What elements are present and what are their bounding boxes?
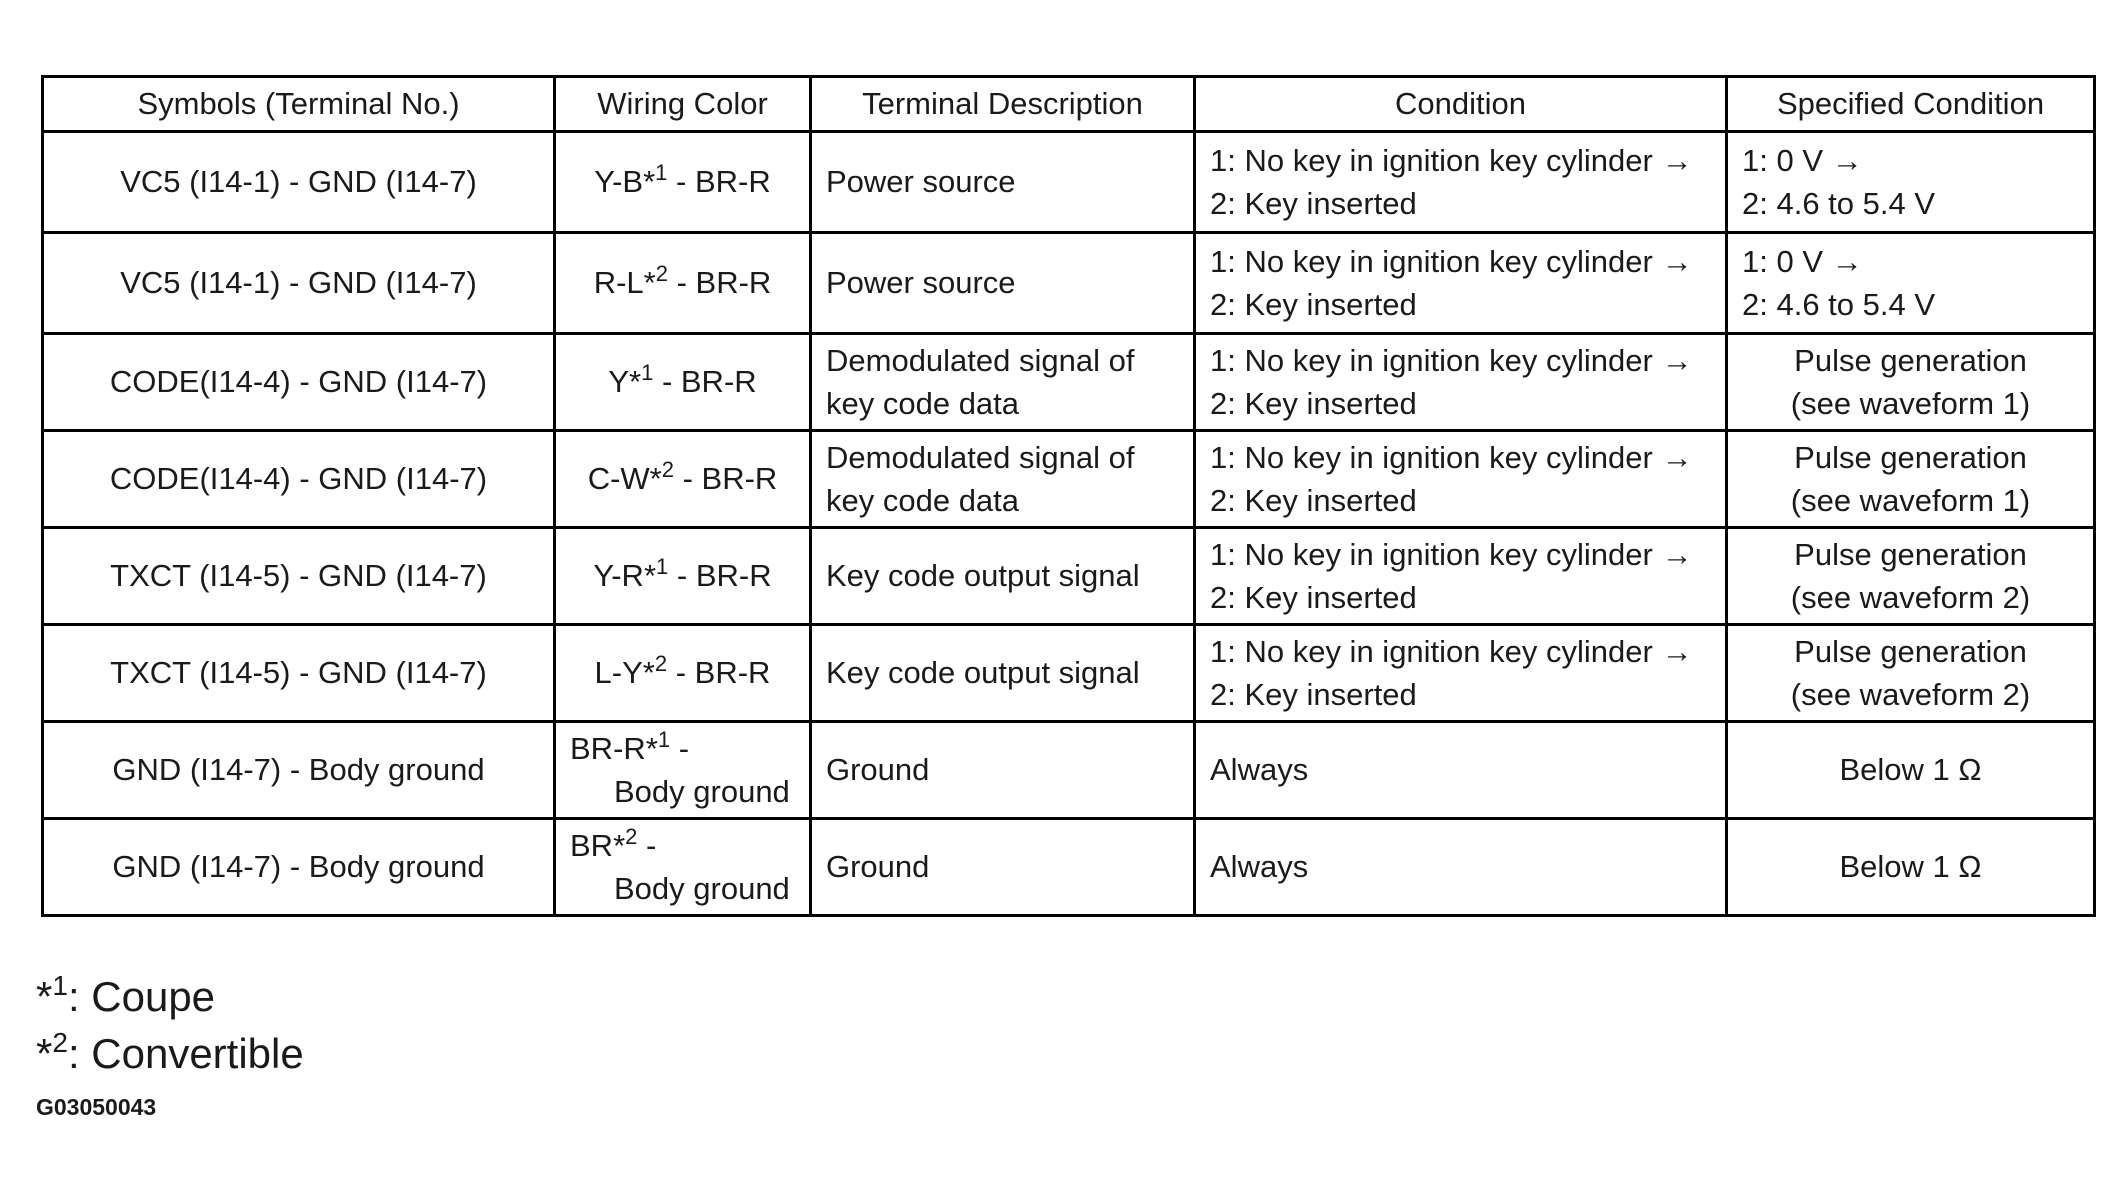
symbol-cell: TXCT (I14-5) - GND (I14-7): [43, 625, 555, 722]
spec-cell: [1727, 233, 2095, 334]
symbol-cell: GND (I14-7) - Body ground: [43, 819, 555, 916]
description-line: Power source: [826, 164, 1016, 200]
wire-note: 1: [655, 160, 668, 186]
wiring-color-cell: [555, 528, 811, 625]
condition-cell: [1195, 722, 1727, 819]
wire-note: 1: [657, 726, 671, 752]
description-line: Ground: [826, 849, 930, 885]
footnote-mark: *: [36, 1030, 53, 1077]
wire-ground: - BR-R: [673, 461, 778, 497]
wire-code: R-L*: [593, 265, 656, 301]
wire-line-1: [570, 727, 795, 770]
wire-note: 2: [654, 651, 668, 677]
wire-ground: - BR-R: [667, 164, 771, 200]
spec-line-2: (see waveform 2): [1790, 677, 2031, 712]
description-line: Power source: [826, 265, 1016, 301]
spec-cell: [1727, 625, 2095, 722]
condition-line-2: 2: Key inserted: [1210, 287, 1417, 322]
table-row: [43, 722, 2095, 819]
spec-cell: [1727, 722, 2095, 819]
description-cell: [811, 233, 1195, 334]
header-specified-condition: Specified Condition: [1727, 77, 2095, 132]
condition-cell: [1195, 819, 1727, 916]
condition-line-1: 1: No key in ignition key cylinder →: [1210, 633, 1693, 669]
wiring-color-cell: [555, 132, 811, 233]
description-line-1: Demodulated signal of: [826, 439, 1135, 475]
table-row: [43, 528, 2095, 625]
figure-id: G03050043: [36, 1094, 157, 1120]
condition-cell: [1195, 625, 1727, 722]
table-row: [43, 132, 2095, 233]
spec-cell: [1727, 334, 2095, 431]
wiring-color-cell: [555, 819, 811, 916]
spec-cell: [1727, 132, 2095, 233]
footnote-text: : Convertible: [67, 1030, 304, 1077]
footnote-number: 1: [52, 970, 68, 1001]
condition-line-2: 2: Key inserted: [1210, 580, 1417, 615]
condition-line-2: 2: Key inserted: [1210, 186, 1417, 221]
wire-code: Y-R*: [593, 558, 657, 594]
wiring-color-cell: [555, 334, 811, 431]
wire-ground: - BR-R: [653, 364, 757, 400]
condition-cell: [1195, 132, 1727, 233]
spec-line-2: (see waveform 1): [1790, 386, 2031, 421]
spec-line-1: Pulse generation: [1794, 633, 2027, 669]
symbol-cell: VC5 (I14-1) - GND (I14-7): [43, 132, 555, 233]
table-row: [43, 233, 2095, 334]
table-row: [43, 819, 2095, 916]
symbol-cell: CODE(I14-4) - GND (I14-7): [43, 334, 555, 431]
spec-line-1: Pulse generation: [1794, 439, 2027, 475]
condition-line-1: 1: No key in ignition key cylinder →: [1210, 142, 1693, 178]
wire-code: Y-B*: [594, 164, 656, 200]
condition-line-2: 2: Key inserted: [1210, 677, 1417, 712]
wire-note: 2: [625, 823, 638, 849]
header-row: [43, 77, 2095, 132]
spec-line-2: (see waveform 1): [1790, 483, 2031, 518]
wiring-color-cell: [555, 233, 811, 334]
spec-line-2: 2: 4.6 to 5.4 V: [1742, 186, 1936, 221]
table-row: [43, 431, 2095, 528]
wire-code: BR*: [570, 827, 626, 863]
condition-line: Always: [1210, 752, 1309, 788]
wire-ground: - BR-R: [668, 558, 772, 594]
description-line: Ground: [826, 752, 930, 788]
description-line-2: key code data: [826, 386, 1020, 421]
header-condition: Condition: [1195, 77, 1727, 132]
spec-line: Below 1 Ω: [1839, 752, 1982, 788]
footnote-mark: *: [36, 973, 53, 1020]
condition-cell: [1195, 431, 1727, 528]
footnote-coupe: [36, 970, 216, 1020]
description-cell: [811, 528, 1195, 625]
description-cell: [811, 431, 1195, 528]
header-symbols: Symbols (Terminal No.): [43, 77, 555, 132]
wire-code: BR-R*: [570, 730, 658, 766]
spec-line-1: 1: 0 V →: [1742, 243, 1863, 279]
description-line-1: Demodulated signal of: [826, 342, 1135, 378]
description-cell: [811, 132, 1195, 233]
description-line: Key code output signal: [826, 558, 1140, 594]
wiring-color-cell: [555, 722, 811, 819]
spec-cell: [1727, 528, 2095, 625]
wire-note: 2: [655, 261, 668, 287]
wire-code: C-W*: [587, 461, 662, 497]
condition-line-1: 1: No key in ignition key cylinder →: [1210, 243, 1693, 279]
spec-cell: [1727, 819, 2095, 916]
condition-cell: [1195, 233, 1727, 334]
description-cell: [811, 334, 1195, 431]
wire-line-2: Body ground: [614, 774, 790, 809]
wire-dash: -: [670, 730, 690, 766]
spec-line-2: (see waveform 2): [1790, 580, 2031, 615]
description-line-2: key code data: [826, 483, 1020, 518]
symbol-cell: VC5 (I14-1) - GND (I14-7): [43, 233, 555, 334]
condition-cell: [1195, 334, 1727, 431]
wire-line-2: Body ground: [614, 871, 790, 906]
spec-line-1: 1: 0 V →: [1742, 142, 1863, 178]
spec-line-2: 2: 4.6 to 5.4 V: [1742, 287, 1936, 322]
terminal-spec-table: [41, 75, 2096, 917]
wire-ground: - BR-R: [667, 655, 771, 691]
table-row: [43, 334, 2095, 431]
symbol-cell: CODE(I14-4) - GND (I14-7): [43, 431, 555, 528]
symbol-cell: GND (I14-7) - Body ground: [43, 722, 555, 819]
description-line: Key code output signal: [826, 655, 1140, 691]
description-cell: [811, 819, 1195, 916]
description-cell: [811, 722, 1195, 819]
spec-line-1: Pulse generation: [1794, 342, 2027, 378]
terminal-spec-table-wrap: [41, 75, 2093, 917]
wire-dash: -: [637, 827, 657, 863]
wire-note: 1: [656, 554, 669, 580]
condition-line-2: 2: Key inserted: [1210, 386, 1417, 421]
wire-line-1: [570, 824, 795, 867]
footnote-number: 2: [52, 1027, 68, 1058]
spec-line-1: Pulse generation: [1794, 536, 2027, 572]
description-cell: [811, 625, 1195, 722]
wiring-color-cell: [555, 431, 811, 528]
condition-line-2: 2: Key inserted: [1210, 483, 1417, 518]
spec-cell: [1727, 431, 2095, 528]
table-row: [43, 625, 2095, 722]
wire-note: 2: [661, 457, 674, 483]
wire-code: Y*: [608, 364, 642, 400]
wiring-color-cell: [555, 625, 811, 722]
condition-line-1: 1: No key in ignition key cylinder →: [1210, 536, 1693, 572]
wire-code: L-Y*: [594, 655, 655, 691]
spec-line: Below 1 Ω: [1839, 849, 1982, 885]
condition-line: Always: [1210, 849, 1309, 885]
header-terminal-description: Terminal Description: [811, 77, 1195, 132]
wire-note: 1: [641, 360, 654, 386]
footnote-text: : Coupe: [67, 973, 216, 1020]
wire-ground: - BR-R: [667, 265, 772, 301]
condition-line-1: 1: No key in ignition key cylinder →: [1210, 439, 1693, 475]
footnote-convertible: [36, 1027, 304, 1077]
condition-cell: [1195, 528, 1727, 625]
symbol-cell: TXCT (I14-5) - GND (I14-7): [43, 528, 555, 625]
header-wiring-color: Wiring Color: [555, 77, 811, 132]
condition-line-1: 1: No key in ignition key cylinder →: [1210, 342, 1693, 378]
